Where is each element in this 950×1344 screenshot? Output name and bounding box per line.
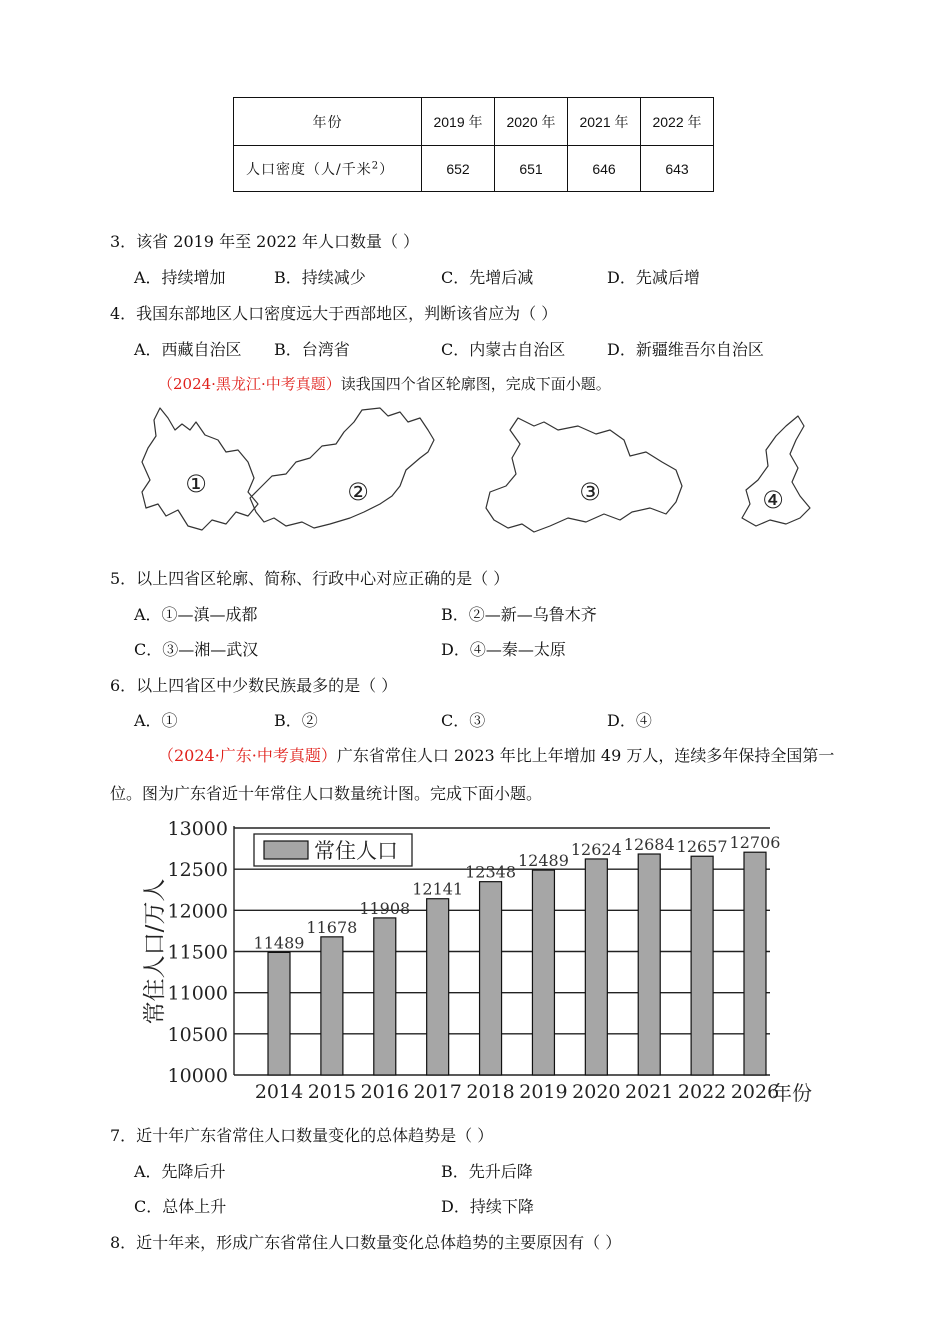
question-7-option-a[interactable]: A．先降后升 — [134, 1162, 226, 1181]
question-3-option-c[interactable]: C．先增后减 — [441, 268, 534, 287]
question-6-option-c[interactable]: C．③ — [441, 711, 486, 730]
data-label-2015: 11678 — [306, 917, 358, 937]
table-value-cell: 646 — [568, 146, 641, 192]
table-value-cell: 643 — [641, 146, 714, 192]
intro-text-line-1: 广东省常住人口 2023 年比上年增加 49 万人，连续多年保持全国第一 — [336, 746, 835, 765]
question-6-option-a[interactable]: A．① — [134, 711, 178, 730]
table-year-cell: 2022 年 — [641, 98, 714, 146]
data-label-2019: 12489 — [517, 851, 569, 871]
question-7-option-d[interactable]: D．持续下降 — [441, 1197, 534, 1216]
bar-2022 — [691, 856, 713, 1075]
question-7-option-b[interactable]: B．先升后降 — [441, 1162, 533, 1181]
y-tick-label: 10000 — [167, 1065, 228, 1087]
question-6-option-d[interactable]: D．④ — [607, 711, 652, 730]
question-4-option-d[interactable]: D．新疆维吾尔自治区 — [607, 340, 764, 359]
bar-2026 — [744, 852, 766, 1075]
province-outline-maps — [130, 400, 830, 545]
table-value-cell: 652 — [422, 146, 495, 192]
question-3-option-b[interactable]: B．持续减少 — [274, 268, 366, 287]
source-tag: （2024·广东·中考真题） — [158, 746, 337, 765]
data-label-2014: 11489 — [253, 933, 305, 953]
bar-2015 — [321, 937, 343, 1075]
question-5-option-a[interactable]: A．①—滇—成都 — [134, 605, 258, 624]
bar-2018 — [480, 882, 502, 1075]
question-4-option-a[interactable]: A．西藏自治区 — [134, 340, 242, 359]
x-axis-title: 年份 — [772, 1081, 812, 1105]
bar-2017 — [427, 899, 449, 1075]
table-year-cell: 2021 年 — [568, 98, 641, 146]
question-3-option-d[interactable]: D．先减后增 — [607, 268, 700, 287]
data-label-2016: 11908 — [359, 898, 411, 918]
data-label-2022: 12657 — [676, 837, 728, 857]
legend-swatch — [264, 841, 308, 859]
map-label-4: ④ — [762, 486, 784, 514]
x-tick-label: 2022 — [677, 1081, 727, 1103]
question-5-option-c[interactable]: C．③—湘—武汉 — [134, 640, 259, 659]
province-outline-1 — [142, 408, 258, 530]
data-label-2020: 12624 — [570, 839, 622, 859]
x-tick-label: 2016 — [360, 1081, 409, 1103]
question-4-option-b[interactable]: B．台湾省 — [274, 340, 350, 359]
question-6-stem: 6．以上四省区中少数民族最多的是（ ） — [110, 676, 398, 695]
data-label-2018: 12348 — [465, 862, 517, 882]
table-year-cell: 2019 年 — [422, 98, 495, 146]
intro-guangdong — [158, 746, 834, 766]
bar-2019 — [532, 870, 554, 1075]
x-tick-label: 2018 — [466, 1081, 515, 1103]
question-4-stem: 4．我国东部地区人口密度远大于西部地区，判断该省应为（ ） — [110, 304, 558, 323]
y-tick-label: 12000 — [167, 900, 228, 923]
x-tick-label: 2026 — [730, 1081, 780, 1103]
intro-heilongjiang — [158, 374, 611, 394]
bar-2021 — [638, 854, 660, 1075]
intro-text: 读我国四个省区轮廓图，完成下面小题。 — [340, 375, 611, 393]
data-label-2026: 12706 — [729, 833, 781, 853]
question-7-stem: 7．近十年广东省常住人口数量变化的总体趋势是（ ） — [110, 1126, 494, 1145]
y-tick-label: 13000 — [167, 818, 228, 840]
question-5-option-b[interactable]: B．②—新—乌鲁木齐 — [441, 605, 597, 624]
table-header-year: 年份 — [234, 98, 422, 146]
x-tick-label: 2021 — [625, 1081, 674, 1103]
y-tick-label: 11000 — [167, 982, 228, 1005]
map-label-1: ① — [185, 470, 207, 498]
population-density-table — [233, 97, 714, 192]
province-outline-2 — [250, 408, 434, 528]
question-6-option-b[interactable]: B．② — [274, 711, 318, 730]
x-tick-label: 2019 — [519, 1081, 568, 1103]
table-value-cell: 651 — [495, 146, 568, 192]
bar-2020 — [585, 859, 607, 1075]
x-tick-label: 2017 — [413, 1081, 462, 1103]
question-4-option-c[interactable]: C．内蒙古自治区 — [441, 340, 566, 359]
question-8-stem: 8．近十年来，形成广东省常住人口数量变化总体趋势的主要原因有（ ） — [110, 1233, 622, 1252]
population-bar-chart — [130, 810, 820, 1110]
question-7-option-c[interactable]: C．总体上升 — [134, 1197, 227, 1216]
intro-text-line-2: 位。图为广东省近十年常住人口数量统计图。完成下面小题。 — [110, 784, 543, 803]
source-tag: （2024·黑龙江·中考真题） — [158, 375, 341, 393]
table-row-label: 人口密度（人/千米$^2$） — [234, 146, 422, 192]
y-tick-label: 11500 — [167, 941, 228, 964]
question-5-option-d[interactable]: D．④—秦—太原 — [441, 640, 566, 659]
x-tick-label: 2015 — [307, 1081, 357, 1103]
legend-label: 常住人口 — [314, 839, 398, 863]
x-tick-label: 2020 — [572, 1081, 621, 1103]
data-label-2017: 12141 — [412, 879, 464, 899]
x-tick-label: 2014 — [254, 1081, 304, 1103]
y-tick-label: 10500 — [167, 1023, 228, 1046]
question-3-stem: 3．该省 2019 年至 2022 年人口数量（ ） — [110, 232, 420, 251]
y-tick-label: 12500 — [167, 859, 228, 882]
question-5-stem: 5．以上四省区轮廓、简称、行政中心对应正确的是（ ） — [110, 569, 510, 588]
table-year-cell: 2020 年 — [495, 98, 568, 146]
map-label-2: ② — [347, 478, 369, 506]
question-3-option-a[interactable]: A．持续增加 — [134, 268, 226, 287]
y-axis-title: 常住人口/万人 — [142, 878, 168, 1025]
province-outline-3 — [486, 418, 682, 532]
bar-2014 — [268, 952, 290, 1075]
data-label-2021: 12684 — [623, 835, 675, 855]
bar-2016 — [374, 918, 396, 1075]
map-label-3: ③ — [579, 478, 601, 506]
